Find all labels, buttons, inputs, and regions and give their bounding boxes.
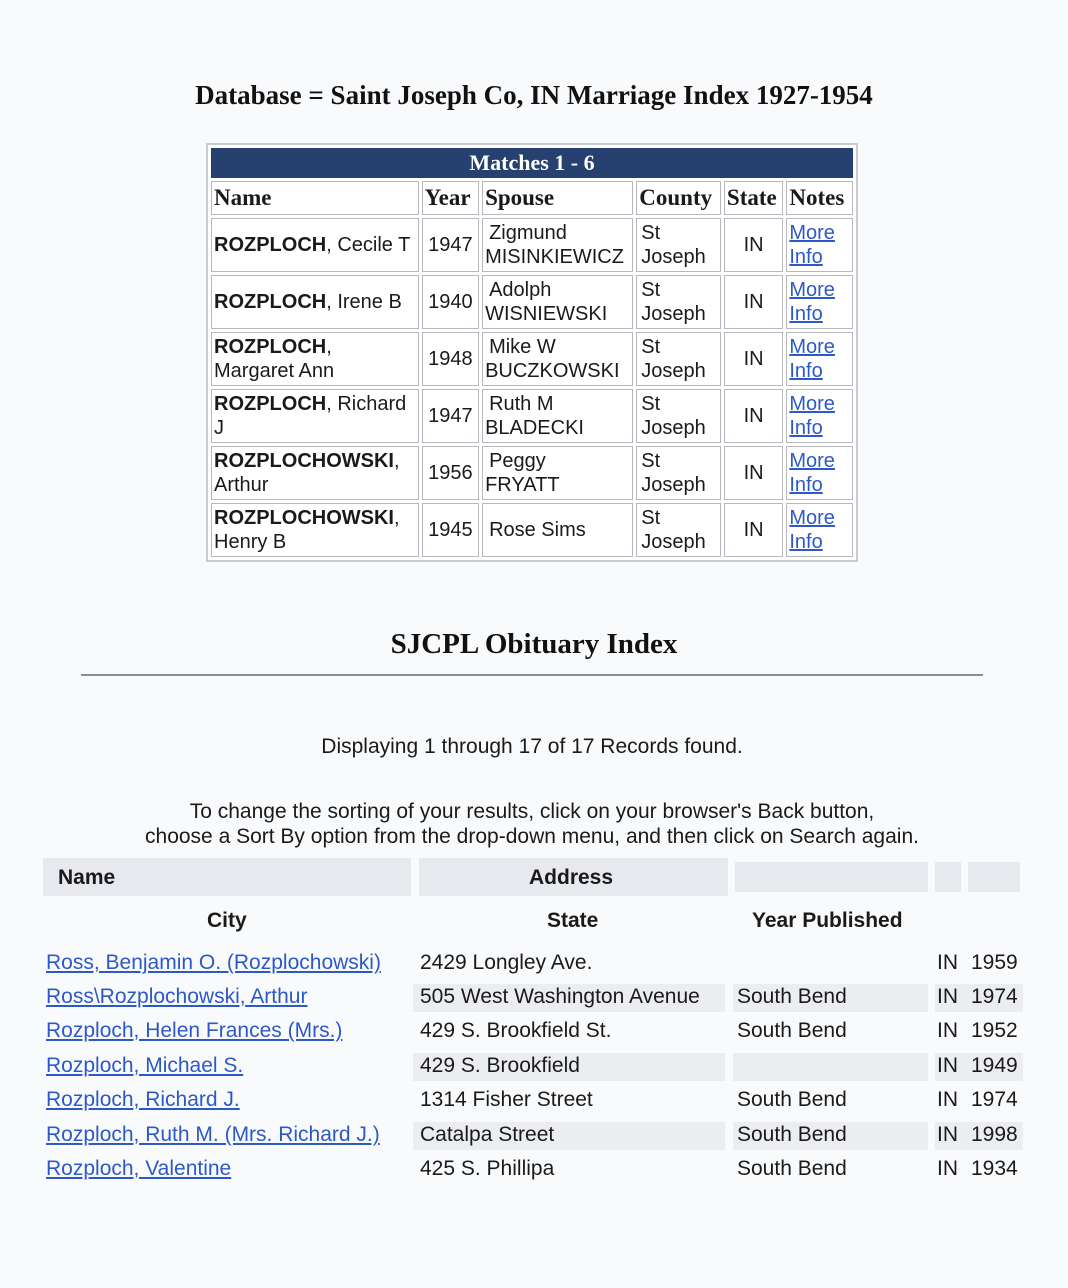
spouse-first: Mike W: [489, 336, 556, 358]
more-info-link-line2[interactable]: Info: [789, 360, 823, 382]
spouse-cell: [482, 275, 633, 329]
notes-cell: [786, 503, 853, 557]
year-cell: 1947: [422, 389, 479, 443]
obituary-city: South Bend: [737, 1088, 847, 1111]
notes-cell: [786, 275, 853, 329]
header-blank-cell: [735, 862, 928, 892]
obituary-state: IN: [937, 1088, 958, 1111]
state-cell: IN: [724, 503, 783, 557]
spouse-first: Zigmund: [489, 222, 567, 244]
more-info-link[interactable]: [789, 450, 835, 496]
given-name: , Henry B: [214, 507, 400, 553]
obituary-year: 1959: [971, 951, 1018, 974]
county-cell: St Joseph: [636, 389, 721, 443]
spouse-first: Ruth M: [489, 393, 554, 415]
instructions-line-1: To change the sorting of your results, click on your browser's Back button,: [189, 800, 875, 823]
header-name-cell: [43, 858, 411, 896]
obituary-row: [43, 1016, 1023, 1046]
more-info-link-line1[interactable]: More: [789, 450, 835, 472]
state-cell: IN: [724, 275, 783, 329]
obituary-row: [43, 1051, 1023, 1081]
given-name: , Margaret Ann: [214, 336, 335, 382]
name-cell: [211, 389, 419, 443]
obituary-address: 505 West Washington Avenue: [420, 985, 700, 1008]
more-info-link-line1[interactable]: More: [789, 393, 835, 415]
database-title: Database = Saint Joseph Co, IN Marriage Index 1927-1954: [195, 80, 873, 110]
given-name: , Cecile T: [326, 234, 411, 256]
surname: ROZPLOCH: [214, 393, 327, 415]
column-header-county: County: [636, 181, 721, 215]
more-info-link-line2[interactable]: Info: [789, 417, 823, 439]
spouse-last: BUCZKOWSKI: [485, 360, 620, 382]
obituary-year: 1934: [971, 1157, 1018, 1180]
obituary-name-link[interactable]: Ross\Rozplochowski, Arthur: [46, 985, 308, 1008]
surname: ROZPLOCH: [214, 291, 327, 313]
notes-cell: [786, 446, 853, 500]
name-cell: [211, 218, 419, 272]
spouse-last: BLADECKI: [485, 417, 584, 439]
obituary-name-link[interactable]: Rozploch, Richard J.: [46, 1088, 240, 1111]
column-header-state: State: [724, 181, 783, 215]
results-count: Displaying 1 through 17 of 17 Records found.: [321, 735, 743, 758]
spouse-cell: [482, 332, 633, 386]
obituary-row: [43, 948, 1023, 978]
obituary-state: IN: [937, 1157, 958, 1180]
state-cell: IN: [724, 332, 783, 386]
spouse-first: Adolph: [489, 279, 552, 301]
obituary-row: [43, 982, 1023, 1012]
more-info-link-line1[interactable]: More: [789, 336, 835, 358]
obituary-name-link[interactable]: Rozploch, Ruth M. (Mrs. Richard J.): [46, 1123, 380, 1146]
state-cell: IN: [724, 218, 783, 272]
year-cell: 1947: [422, 218, 479, 272]
marriage-results-table: [206, 143, 858, 562]
notes-cell: [786, 218, 853, 272]
year-cell: 1948: [422, 332, 479, 386]
given-name: , Richard J: [214, 393, 407, 439]
obituary-state: IN: [937, 985, 958, 1008]
name-cell: [211, 503, 419, 557]
spouse-last: WISNIEWSKI: [485, 303, 608, 325]
more-info-link-line2[interactable]: Info: [789, 531, 823, 553]
obituary-year: 1952: [971, 1019, 1018, 1042]
more-info-link[interactable]: [789, 393, 835, 439]
obituary-city: South Bend: [737, 1157, 847, 1180]
name-cell: [211, 275, 419, 329]
column-header-name: Name: [211, 181, 419, 215]
header-year-published: Year Published: [752, 909, 903, 932]
obituary-city: South Bend: [737, 985, 847, 1008]
marriage-row: [211, 275, 853, 329]
spouse-first: Peggy: [489, 450, 546, 472]
obituary-name-link[interactable]: Rozploch, Michael S.: [46, 1054, 244, 1077]
obituary-year: 1974: [971, 985, 1018, 1008]
state-cell: IN: [724, 446, 783, 500]
county-cell: St Joseph: [636, 275, 721, 329]
year-cell: 1945: [422, 503, 479, 557]
column-header-notes: Notes: [786, 181, 853, 215]
obituary-name-link[interactable]: Rozploch, Helen Frances (Mrs.): [46, 1019, 343, 1042]
obituary-name-link[interactable]: Rozploch, Valentine: [46, 1157, 232, 1180]
obituary-year: 1974: [971, 1088, 1018, 1111]
header-city: City: [207, 909, 247, 932]
obituary-row: [43, 1154, 1023, 1184]
year-cell: 1940: [422, 275, 479, 329]
obituary-address: Catalpa Street: [420, 1123, 555, 1146]
header-state: State: [547, 909, 599, 932]
more-info-link-line1[interactable]: More: [789, 507, 835, 529]
more-info-link[interactable]: [789, 279, 835, 325]
marriage-row: [211, 218, 853, 272]
marriage-row: [211, 332, 853, 386]
obituary-row: [43, 1085, 1023, 1115]
surname: ROZPLOCHOWSKI: [214, 450, 394, 472]
row-shade: [733, 1053, 928, 1081]
obituary-row: [43, 1120, 1023, 1150]
surname: ROZPLOCHOWSKI: [214, 507, 394, 529]
more-info-link-line1[interactable]: More: [789, 222, 835, 244]
spouse-last: MISINKIEWICZ: [485, 246, 624, 268]
obituary-index-title: SJCPL Obituary Index: [390, 628, 678, 660]
obituary-state: IN: [937, 951, 958, 974]
obituary-address: 2429 Longley Ave.: [420, 951, 593, 974]
obituary-address: 1314 Fisher Street: [420, 1088, 593, 1111]
obituary-city: South Bend: [737, 1123, 847, 1146]
matches-header: Matches 1 - 6: [211, 148, 853, 178]
obituary-address: 429 S. Brookfield St.: [420, 1019, 612, 1042]
obituary-address: 425 S. Phillipa: [420, 1157, 555, 1180]
county-cell: St Joseph: [636, 503, 721, 557]
more-info-link-line2[interactable]: Info: [789, 246, 823, 268]
spouse-first: Rose Sims: [489, 519, 586, 541]
more-info-link-line1[interactable]: More: [789, 279, 835, 301]
header-name: Name: [58, 866, 116, 889]
obituary-year: 1949: [971, 1054, 1018, 1077]
header-blank-cell: [935, 862, 961, 892]
spouse-last: FRYATT: [485, 474, 560, 496]
header-address-cell: [419, 858, 728, 896]
marriage-row: [211, 446, 853, 500]
marriage-row: [211, 503, 853, 557]
column-header-spouse: Spouse: [482, 181, 633, 215]
header-address: Address: [529, 866, 614, 889]
obituary-city: South Bend: [737, 1019, 847, 1042]
header-blank-cell: [968, 862, 1020, 892]
county-cell: St Joseph: [636, 218, 721, 272]
more-info-link[interactable]: [789, 336, 835, 382]
notes-cell: [786, 332, 853, 386]
obituary-state: IN: [937, 1019, 958, 1042]
spouse-cell: [482, 389, 633, 443]
spouse-cell: [482, 503, 633, 557]
spouse-cell: [482, 218, 633, 272]
section-divider: [81, 674, 983, 676]
name-cell: [211, 332, 419, 386]
obituary-address: 429 S. Brookfield: [420, 1054, 580, 1077]
given-name: , Arthur: [214, 450, 400, 496]
obituary-state: IN: [937, 1054, 958, 1077]
sort-instructions: [0, 799, 1064, 849]
instructions-line-2: choose a Sort By option from the drop-down menu, and then click on Search again.: [145, 825, 919, 848]
more-info-link[interactable]: [789, 222, 835, 268]
more-info-link[interactable]: [789, 507, 835, 553]
county-cell: St Joseph: [636, 446, 721, 500]
given-name: , Irene B: [326, 291, 402, 313]
obituary-state: IN: [937, 1123, 958, 1146]
obituary-name-link[interactable]: Ross, Benjamin O. (Rozplochowski): [46, 951, 381, 974]
marriage-row: [211, 389, 853, 443]
year-cell: 1956: [422, 446, 479, 500]
notes-cell: [786, 389, 853, 443]
name-cell: [211, 446, 419, 500]
state-cell: IN: [724, 389, 783, 443]
surname: ROZPLOCH: [214, 234, 327, 256]
surname: ROZPLOCH: [214, 336, 327, 358]
more-info-link-line2[interactable]: Info: [789, 474, 823, 496]
spouse-cell: [482, 446, 633, 500]
column-header-year: Year: [422, 181, 479, 215]
county-cell: St Joseph: [636, 332, 721, 386]
obituary-year: 1998: [971, 1123, 1018, 1146]
more-info-link-line2[interactable]: Info: [789, 303, 823, 325]
